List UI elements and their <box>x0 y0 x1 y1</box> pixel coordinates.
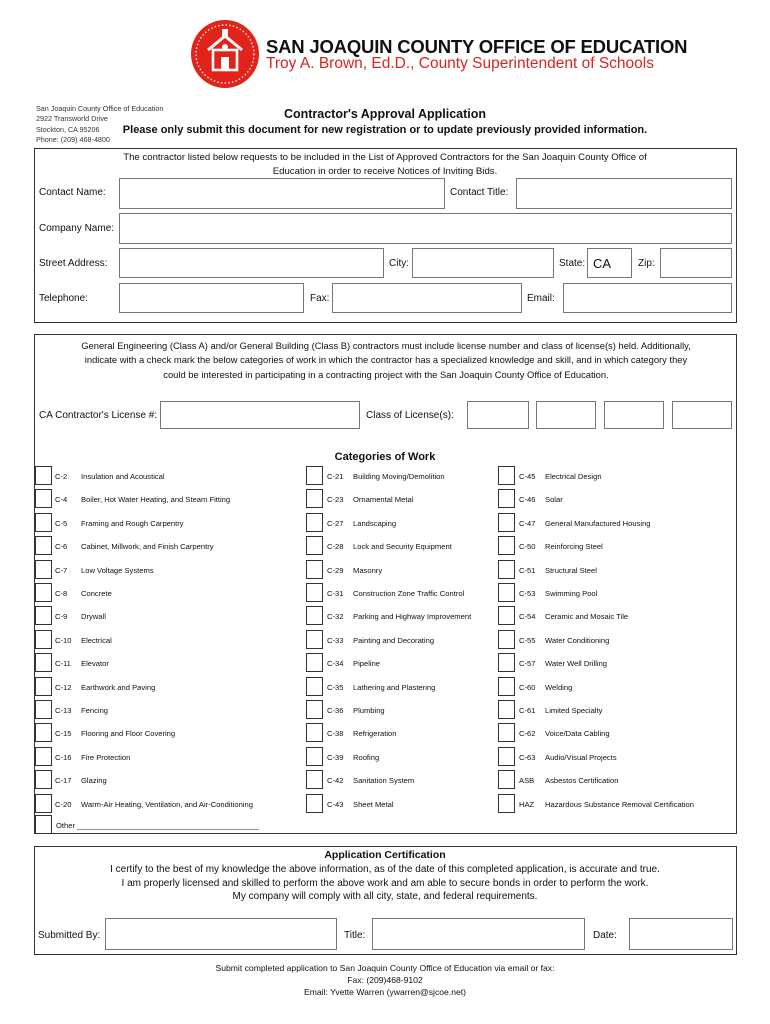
category-checkbox[interactable] <box>35 770 52 789</box>
category-code: C-61 <box>519 706 536 715</box>
category-description: Low Voltage Systems <box>81 566 154 575</box>
category-code: C-13 <box>55 706 72 715</box>
category-checkbox[interactable] <box>35 747 52 766</box>
license-number-label: CA Contractor's License #: <box>39 410 158 421</box>
category-code: C-57 <box>519 659 536 668</box>
category-checkbox[interactable] <box>498 770 515 789</box>
category-description: Water Conditioning <box>545 636 610 645</box>
date-field[interactable] <box>629 918 733 950</box>
address-line: Stockton, CA 95206 <box>36 124 100 134</box>
certification-heading: Application Certification <box>324 849 446 861</box>
category-code: C-34 <box>327 659 344 668</box>
footer-line: Submit completed application to San Joaquin County Office of Education via email or fax: <box>215 963 555 973</box>
category-code: C-27 <box>327 519 344 528</box>
intro-line: The contractor listed below requests to be included in the List of Approved Contractors for the San Joaquin County Office of <box>123 152 647 163</box>
category-checkbox[interactable] <box>498 606 515 625</box>
title-label: Title: <box>344 930 366 941</box>
category-code: C-11 <box>55 659 71 668</box>
intro-line: Education in order to receive Notices of Inviting Bids. <box>272 166 498 177</box>
contact-title-field[interactable] <box>516 178 732 209</box>
category-description: Audio/Visual Projects <box>545 753 617 762</box>
category-description: Glazing <box>81 776 107 785</box>
category-code: C-39 <box>327 753 344 762</box>
category-code: C-46 <box>519 495 536 504</box>
company-name-field[interactable] <box>119 213 732 244</box>
category-description: Roofing <box>353 753 380 762</box>
category-checkbox[interactable] <box>498 536 515 555</box>
address-line: 2922 Transworld Drive <box>36 114 108 124</box>
city-label: City: <box>389 258 409 269</box>
category-checkbox[interactable] <box>498 513 515 532</box>
category-checkbox[interactable] <box>35 723 52 742</box>
category-code: C-2 <box>55 472 68 481</box>
category-code: C-50 <box>519 542 536 551</box>
category-checkbox[interactable] <box>35 466 52 485</box>
category-description: Fencing <box>81 706 109 715</box>
category-code: C-12 <box>55 683 72 692</box>
company-name-label: Company Name: <box>39 223 115 234</box>
submitted-by-field[interactable] <box>105 918 337 950</box>
state-label: State: <box>559 258 586 269</box>
category-checkbox[interactable] <box>35 583 52 602</box>
category-checkbox[interactable] <box>498 560 515 579</box>
category-checkbox[interactable] <box>498 653 515 672</box>
category-checkbox[interactable] <box>35 653 52 672</box>
category-checkbox[interactable] <box>35 700 52 719</box>
instruction-line: could be interested in participating in a contracting project with the San Joaquin County Office of Education. <box>163 368 609 380</box>
certification-text <box>0 863 770 904</box>
org-subtitle: Troy A. Brown, Ed.D., County Superintendent of Schools <box>266 55 654 72</box>
category-description: Welding <box>545 683 573 692</box>
category-code: C-15 <box>55 729 72 738</box>
category-code: C-55 <box>519 636 536 645</box>
category-code: ASB <box>519 776 535 785</box>
category-checkbox[interactable] <box>35 560 52 579</box>
category-checkbox[interactable] <box>498 677 515 696</box>
category-code: C-47 <box>519 519 536 528</box>
telephone-label: Telephone: <box>39 293 88 304</box>
street-address-label: Street Address: <box>39 258 108 269</box>
category-checkbox[interactable] <box>498 794 515 813</box>
category-code: C-20 <box>55 800 72 809</box>
category-description: Structural Steel <box>545 566 597 575</box>
telephone-field[interactable] <box>119 283 304 313</box>
category-checkbox[interactable] <box>306 653 323 672</box>
schoolhouse-icon <box>191 20 259 88</box>
category-description: Refrigeration <box>353 729 397 738</box>
fax-field[interactable] <box>332 283 522 313</box>
category-description: Concrete <box>81 589 112 598</box>
footer-line: Fax: (209)468-9102 <box>347 975 423 985</box>
category-code: C-36 <box>327 706 344 715</box>
form-title: Contractor's Approval Application <box>283 107 487 121</box>
category-code: C-10 <box>55 636 72 645</box>
category-description: Drywall <box>81 612 106 621</box>
address-line: Phone: (209) 468-4800 <box>36 135 110 145</box>
category-code: C-51 <box>519 566 536 575</box>
category-description: Plumbing <box>353 706 385 715</box>
category-description: Sheet Metal <box>353 800 394 809</box>
certification-line: I am properly licensed and skilled to perform the above work and am able to secure bonds in order to perform the work. <box>121 877 649 889</box>
category-code: C-38 <box>327 729 344 738</box>
category-checkbox[interactable] <box>35 513 52 532</box>
license-class-label: Class of License(s): <box>366 410 454 421</box>
category-checkbox[interactable] <box>498 700 515 719</box>
state-field[interactable] <box>587 248 632 278</box>
category-description: General Manufactured Housing <box>545 519 651 528</box>
footer-instructions <box>0 962 770 998</box>
category-code: C-63 <box>519 753 536 762</box>
category-description: Insulation and Acoustical <box>81 472 165 481</box>
category-checkbox[interactable] <box>306 606 323 625</box>
org-name: SAN JOAQUIN COUNTY OFFICE OF EDUCATION <box>266 36 688 57</box>
category-checkbox[interactable] <box>35 677 52 696</box>
category-description: Lathering and Plastering <box>353 683 436 692</box>
category-code: C-8 <box>55 589 68 598</box>
instruction-line: General Engineering (Class A) and/or General Building (Class B) contractors must include license number and class of license(s) held. Additionally, <box>81 340 691 351</box>
category-code: C-21 <box>327 472 344 481</box>
category-description: Earthwork and Paving <box>81 683 156 692</box>
category-description: Fire Protection <box>81 753 131 762</box>
category-checkbox[interactable] <box>35 536 52 555</box>
contact-name-field[interactable] <box>119 178 445 209</box>
category-code: C-53 <box>519 589 536 598</box>
category-description: Boiler, Hot Water Heating, and Steam Fitting <box>81 495 231 504</box>
category-description: Building Moving/Demolition <box>353 472 445 481</box>
title-field[interactable] <box>372 918 585 950</box>
category-description: Electrical Design <box>545 472 602 481</box>
state-value: CA <box>593 256 612 271</box>
category-checkbox[interactable] <box>306 630 323 649</box>
footer-line: Email: Yvette Warren (ywarren@sjcoe.net) <box>303 987 467 997</box>
category-code: C-33 <box>327 636 344 645</box>
sjcoe-logo <box>191 20 259 88</box>
category-code: C-42 <box>327 776 344 785</box>
category-checkbox[interactable] <box>498 466 515 485</box>
category-description: Voice/Data Cabling <box>545 729 610 738</box>
category-description: Ceramic and Mosaic Tile <box>545 612 629 621</box>
category-description: Elevator <box>81 659 109 668</box>
category-code: C-23 <box>327 495 344 504</box>
category-description: Pipeline <box>353 659 381 668</box>
category-checkbox[interactable] <box>306 489 323 508</box>
category-description: Water Well Drilling <box>545 659 608 668</box>
category-checkbox[interactable] <box>306 560 323 579</box>
category-description: Limited Specialty <box>545 706 603 715</box>
category-code: C-32 <box>327 612 344 621</box>
email-field[interactable] <box>563 283 732 313</box>
category-code: C-9 <box>55 612 68 621</box>
fax-label: Fax: <box>310 293 330 304</box>
license-number-field[interactable] <box>160 401 360 429</box>
certification-line: My company will comply with all city, state, and federal requirements. <box>232 891 538 903</box>
category-description: Construction Zone Traffic Control <box>353 589 465 598</box>
category-description: Swimming Pool <box>545 589 598 598</box>
category-code: C-6 <box>55 542 68 551</box>
intro-text <box>0 151 770 179</box>
category-description: Asbestos Certification <box>545 776 619 785</box>
category-code: HAZ <box>519 800 535 809</box>
category-code: C-28 <box>327 542 344 551</box>
category-code: C-43 <box>327 800 344 809</box>
category-checkbox[interactable] <box>35 794 52 813</box>
contact-name-label: Contact Name: <box>39 187 106 198</box>
instruction-line: indicate with a check mark the below categories of work in which the contractor has a specialized knowledge and skill, and in which category they <box>84 354 688 366</box>
license-class-field-1[interactable] <box>467 401 529 429</box>
category-checkbox[interactable] <box>306 466 323 485</box>
category-code: C-4 <box>55 495 68 504</box>
category-description: Parking and Highway Improvement <box>353 612 472 621</box>
category-description: Flooring and Floor Covering <box>81 729 176 738</box>
category-checkbox[interactable] <box>498 630 515 649</box>
category-code: C-5 <box>55 519 68 528</box>
zip-field[interactable] <box>660 248 732 278</box>
form-subtitle: Please only submit this document for new registration or to update previously provided information. <box>122 124 648 136</box>
category-checkbox-other[interactable] <box>35 815 52 834</box>
category-checkbox[interactable] <box>306 794 323 813</box>
category-checkbox[interactable] <box>306 700 323 719</box>
date-label: Date: <box>593 930 617 941</box>
category-checkbox[interactable] <box>35 630 52 649</box>
category-code: C-17 <box>55 776 72 785</box>
category-checkbox[interactable] <box>306 513 323 532</box>
street-address-field[interactable] <box>119 248 384 278</box>
address-line: San Joaquin County Office of Education <box>36 104 164 113</box>
categories-heading: Categories of Work <box>334 451 436 463</box>
category-checkbox[interactable] <box>498 723 515 742</box>
license-class-field-4[interactable] <box>672 401 732 429</box>
category-checkbox[interactable] <box>306 536 323 555</box>
certification-line: I certify to the best of my knowledge the above information, as of the date of this completed application, is accurate and true. <box>110 864 660 875</box>
category-description: Electrical <box>81 636 112 645</box>
category-description: Cabinet, Millwork, and Finish Carpentry <box>81 542 214 551</box>
category-checkbox[interactable] <box>498 489 515 508</box>
city-field[interactable] <box>412 248 554 278</box>
category-checkbox[interactable] <box>306 747 323 766</box>
category-description: Painting and Decorating <box>353 636 435 645</box>
category-description: Lock and Security Equipment <box>353 542 452 551</box>
category-code: C-29 <box>327 566 344 575</box>
category-checkbox[interactable] <box>498 747 515 766</box>
category-code: C-54 <box>519 612 536 621</box>
category-code: C-45 <box>519 472 536 481</box>
category-checkbox[interactable] <box>306 583 323 602</box>
category-checkbox[interactable] <box>498 583 515 602</box>
zip-label: Zip: <box>638 258 655 269</box>
category-checkbox[interactable] <box>35 606 52 625</box>
license-instructions <box>40 339 732 382</box>
category-code: C-60 <box>519 683 536 692</box>
category-description: Ornamental Metal <box>353 495 414 504</box>
category-description: Sanitation System <box>353 776 415 785</box>
category-description: Solar <box>545 495 563 504</box>
category-description: Warm-Air Heating, Ventilation, and Air-Conditioning <box>81 800 253 809</box>
category-description: Landscaping <box>353 519 397 528</box>
category-description: Masonry <box>353 566 383 575</box>
email-label: Email: <box>527 293 555 304</box>
category-code: C-31 <box>327 589 344 598</box>
category-checkbox[interactable] <box>35 489 52 508</box>
submitted-by-label: Submitted By: <box>38 930 101 941</box>
category-code: C-7 <box>55 566 68 575</box>
contact-title-label: Contact Title: <box>450 187 509 198</box>
category-code: C-16 <box>55 753 72 762</box>
category-description: Framing and Rough Carpentry <box>81 519 184 528</box>
category-checkbox[interactable] <box>306 770 323 789</box>
category-checkbox[interactable] <box>306 677 323 696</box>
other-category-label: Other ___________________________________________ <box>56 821 259 830</box>
category-checkbox[interactable] <box>306 723 323 742</box>
license-class-field-3[interactable] <box>604 401 664 429</box>
category-code: C-35 <box>327 683 344 692</box>
license-class-field-2[interactable] <box>536 401 596 429</box>
category-code: C-62 <box>519 729 536 738</box>
category-description: Reinforcing Steel <box>545 542 603 551</box>
category-description: Hazardous Substance Removal Certification <box>545 800 694 809</box>
